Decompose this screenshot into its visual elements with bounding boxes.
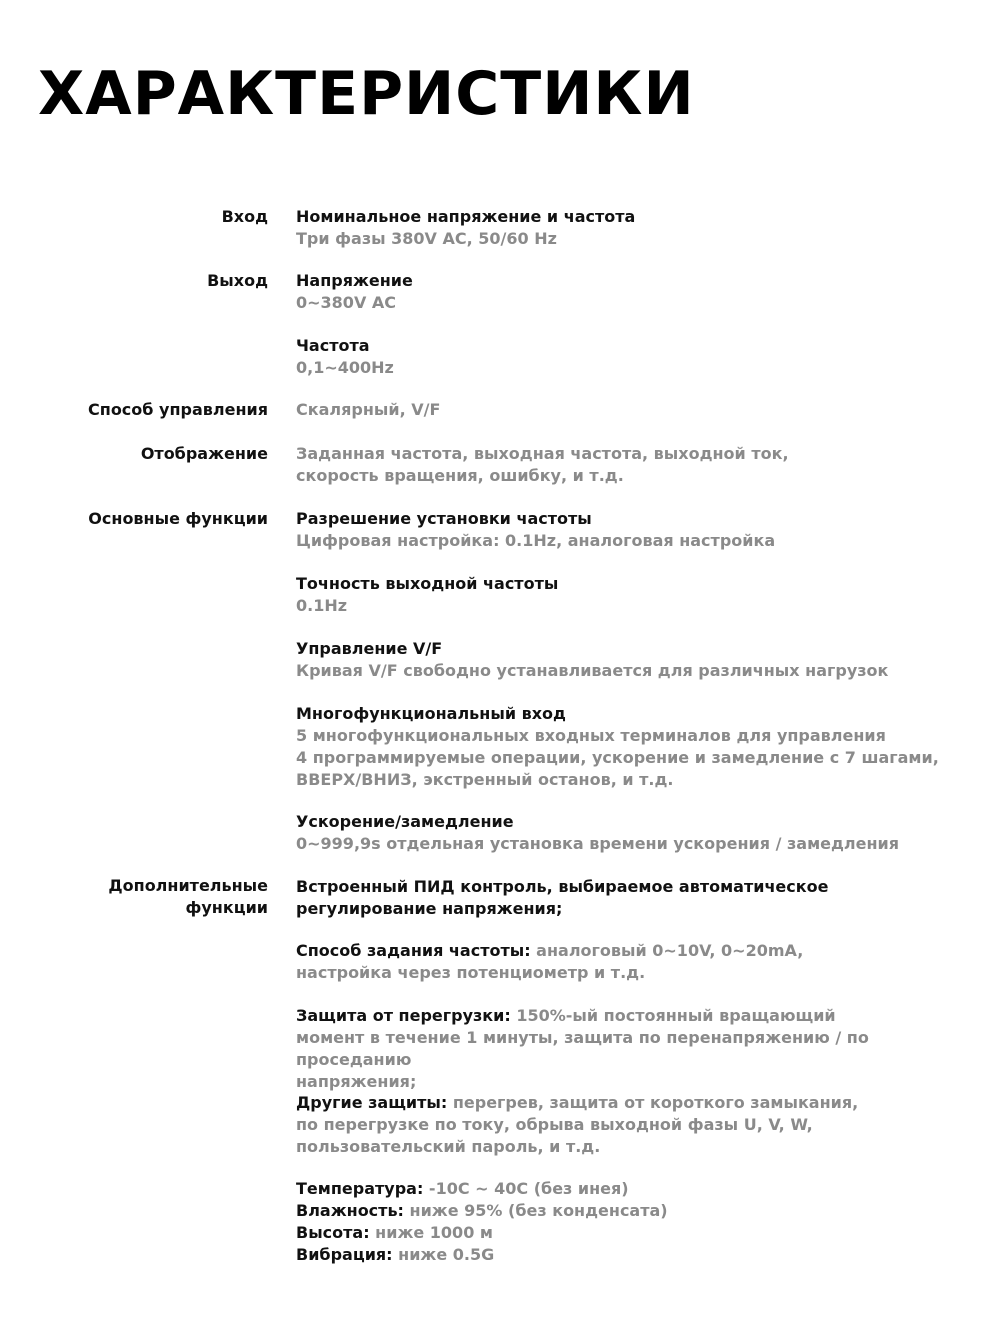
spec-key: Защита от перегрузки: (296, 1006, 511, 1025)
spec-key: Высота: (296, 1223, 370, 1242)
spec-value: 0~999,9s отдельная установка времени ускорения / замедления (296, 834, 900, 853)
spec-value: 150%-ый постоянный вращающий (510, 1006, 836, 1025)
extra-block-overload (296, 1005, 986, 1093)
spec-key: Способ задания частоты: (296, 941, 531, 960)
control-block (296, 399, 986, 421)
spec-value: ниже 95% (без конденсата) (403, 1201, 668, 1220)
spec-value-line: ВВЕРХ/ВНИЗ, экстренный останов, и т.д. (296, 770, 674, 789)
spec-value: ниже 1000 м (369, 1223, 493, 1242)
env-row (296, 1200, 986, 1222)
spec-heading: Управление V/F (296, 639, 443, 658)
label-display: Отображение (140, 444, 268, 463)
spec-value-line: 5 многофункциональных входных терминалов для управления (296, 726, 886, 745)
spec-heading: Разрешение установки частоты (296, 509, 592, 528)
main-block-multi-input (296, 703, 986, 791)
env-row (296, 1178, 986, 1200)
spec-value: 0.1Hz (296, 596, 348, 615)
spec-value: 0,1~400Hz (296, 358, 394, 377)
main-block-resolution (296, 508, 986, 552)
extra-block-freq (296, 940, 986, 984)
spec-value-line: пользовательский пароль, и т.д. (296, 1137, 601, 1156)
spec-key: Влажность: (296, 1201, 404, 1220)
spec-key: Вибрация: (296, 1245, 393, 1264)
label-main-functions: Основные функции (88, 509, 268, 528)
spec-value: Кривая V/F свободно устанавливается для различных нагрузок (296, 661, 889, 680)
spec-heading: Многофункциональный вход (296, 704, 566, 723)
spec-heading-line: регулирование напряжения; (296, 899, 563, 918)
label-line: функции (185, 898, 268, 917)
spec-value-line: момент в течение 1 минуты, защита по перенапряжению / по проседанию (296, 1028, 869, 1069)
spec-value-line: скорость вращения, ошибку, и т.д. (296, 466, 624, 485)
label-control: Способ управления (88, 400, 268, 419)
spec-value-line: настройка через потенциометр и т.д. (296, 963, 646, 982)
spec-value: ниже 0.5G (392, 1245, 495, 1264)
spec-key: Температура: (296, 1179, 424, 1198)
spec-value-line: 4 программируемые операции, ускорение и замедление с 7 шагами, (296, 748, 939, 767)
spec-value: Три фазы 380V AC, 50/60 Hz (296, 229, 557, 248)
spec-value: аналоговый 0~10V, 0~20mA, (530, 941, 804, 960)
main-block-vf (296, 638, 986, 682)
spec-value: Цифровая настройка: 0.1Hz, аналоговая настройка (296, 531, 776, 550)
label-extra-functions (28, 875, 268, 919)
spec-heading: Ускорение/замедление (296, 812, 514, 831)
extra-block-pid (296, 876, 986, 920)
extra-block-environment (296, 1178, 986, 1266)
label-output: Выход (207, 271, 268, 290)
spec-heading: Точность выходной частоты (296, 574, 559, 593)
spec-value-line: по перегрузке по току, обрыва выходной фазы U, V, W, (296, 1115, 813, 1134)
spec-value: -10C ~ 40C (без инея) (423, 1179, 629, 1198)
spec-value: 0~380V AC (296, 293, 397, 312)
spec-heading: Номинальное напряжение и частота (296, 207, 636, 226)
spec-heading: Частота (296, 336, 370, 355)
spec-key: Другие защиты: (296, 1093, 448, 1112)
env-row (296, 1222, 986, 1244)
spec-value: Скалярный, V/F (296, 400, 441, 419)
main-block-accuracy (296, 573, 986, 617)
spec-heading-line: Встроенный ПИД контроль, выбираемое автоматическое (296, 877, 829, 896)
spec-value: перегрев, защита от короткого замыкания, (447, 1093, 859, 1112)
output-block-frequency (296, 335, 986, 379)
page-title: ХАРАКТЕРИСТИКИ (38, 59, 695, 129)
label-line: Дополнительные (108, 876, 268, 895)
output-block-voltage (296, 270, 986, 314)
extra-block-other (296, 1092, 986, 1158)
display-block (296, 443, 986, 487)
main-block-accel (296, 811, 986, 855)
label-input: Вход (221, 207, 268, 226)
input-block (296, 206, 986, 250)
spec-value-line: Заданная частота, выходная частота, выходной ток, (296, 444, 789, 463)
spec-heading: Напряжение (296, 271, 413, 290)
spec-value-line: напряжения; (296, 1072, 417, 1091)
env-row (296, 1244, 986, 1266)
